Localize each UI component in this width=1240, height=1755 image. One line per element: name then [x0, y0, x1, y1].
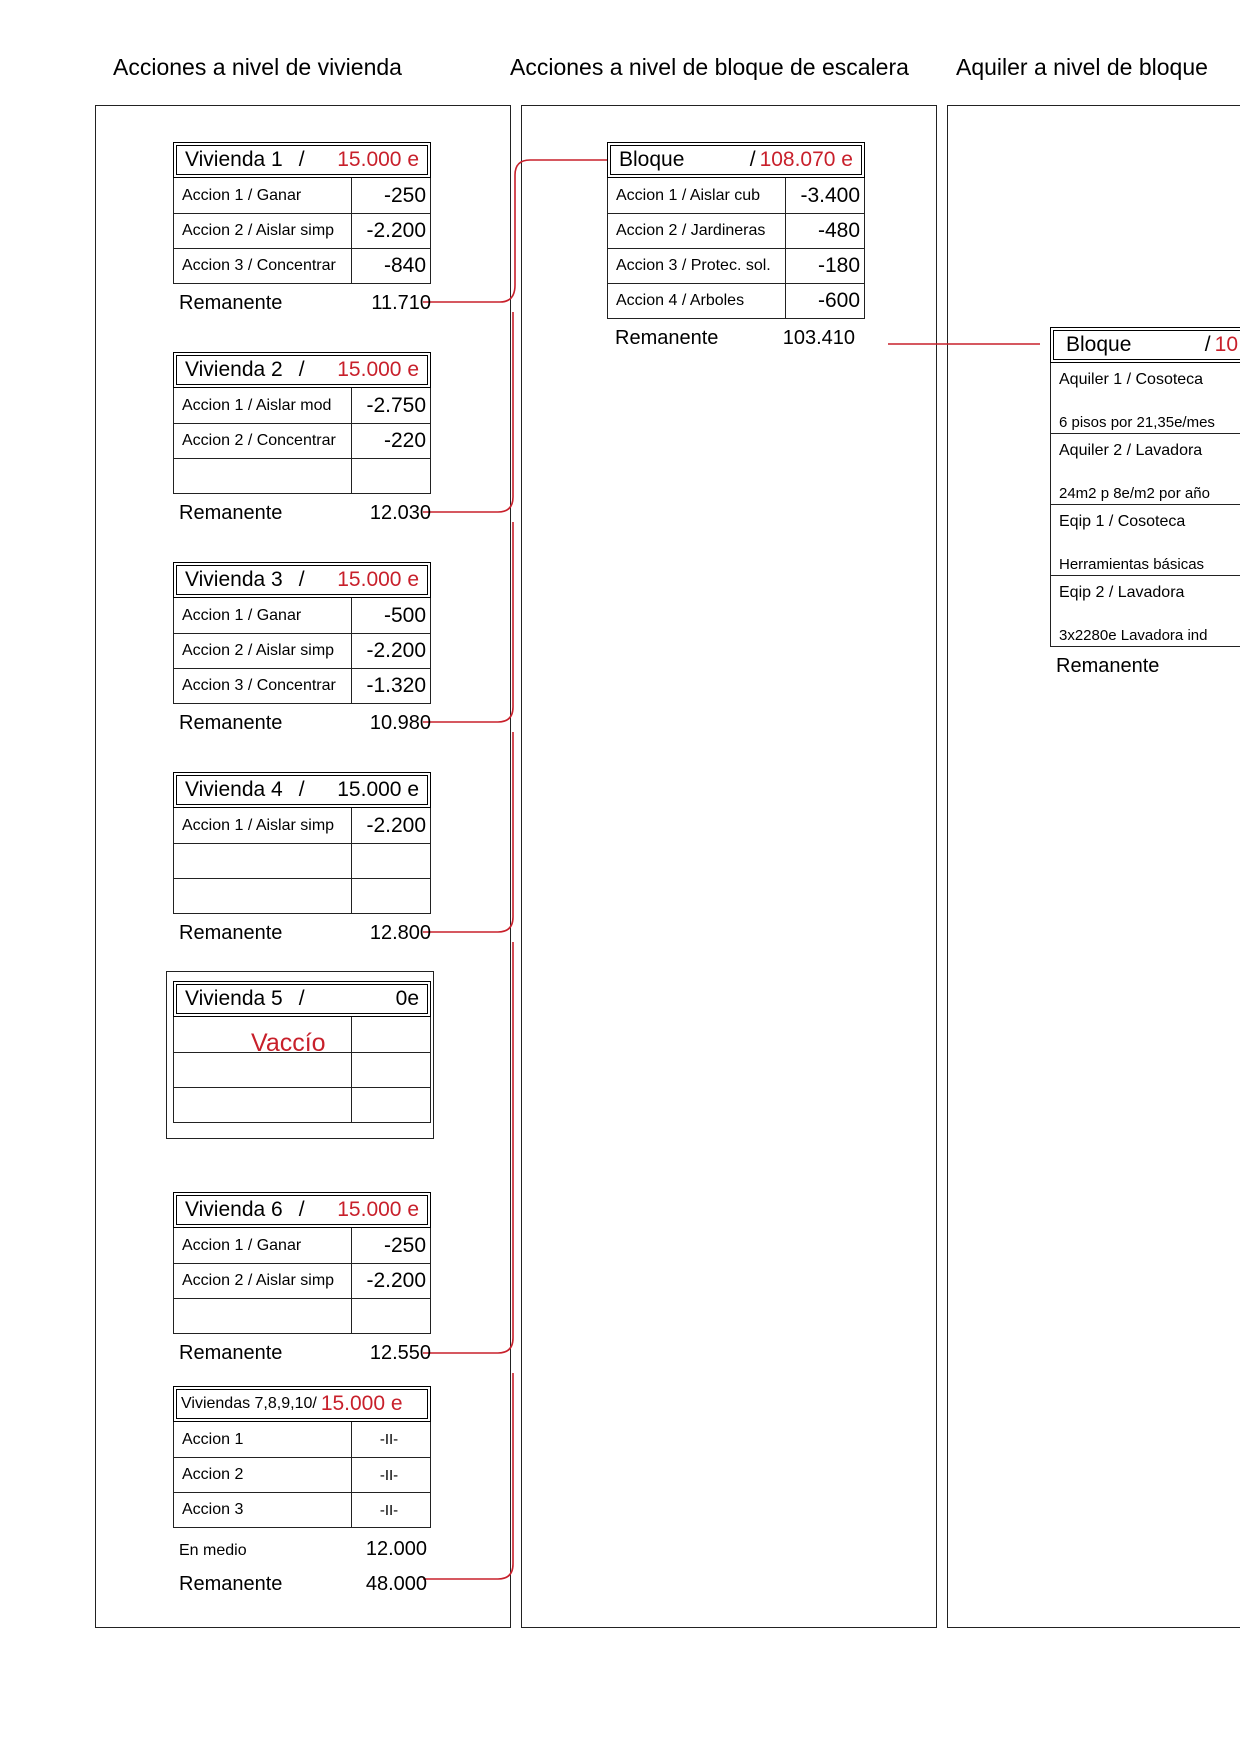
vivienda-6-name: Vivienda 6: [185, 1198, 283, 1221]
vivienda-column-title: Acciones a nivel de vivienda: [113, 54, 402, 80]
alquiler-column-title: Aquiler a nivel de bloque: [956, 54, 1208, 80]
vivienda-4-card: [173, 772, 431, 945]
list-item: Eqip 2 / Lavadora 3x2280e Lavadora ind: [1050, 576, 1240, 647]
table-row: Accion 2 / Aislar simp -2.200: [174, 213, 430, 248]
link-vivienda-3: [423, 522, 513, 722]
bloque-column-title: Acciones a nivel de bloque de escalera: [510, 54, 909, 80]
vivienda-5-header: Vivienda 5 / 0e: [173, 981, 431, 1017]
vivienda-3-card: [173, 562, 431, 735]
bloque-header: Bloque / 108.070 e: [607, 142, 865, 178]
table-row: Accion 1 / Aislar cub -3.400: [608, 178, 864, 213]
vivienda-6-amount: 15.000 e: [337, 1198, 419, 1221]
viviendas-7-10-en-medio: En medio 12.000: [179, 1538, 427, 1560]
table-row: Accion 1 / Ganar -250: [174, 178, 430, 213]
table-row: [174, 1087, 430, 1122]
table-row: Accion 1 -II-: [174, 1422, 430, 1457]
viviendas-7-10-card: [173, 1386, 431, 1596]
link-vivienda-1: [423, 160, 608, 302]
table-row: Accion 3 / Concentrar -840: [174, 248, 430, 283]
vivienda-3-remanente: Remanente 10.980: [179, 712, 431, 734]
alquiler-amount: 10: [1214, 333, 1238, 356]
vivienda-1-amount: 15.000 e: [337, 148, 419, 171]
vivienda-4-header: Vivienda 4 / 15.000 e: [173, 772, 431, 808]
table-row: Accion 2 / Jardineras -480: [608, 213, 864, 248]
table-row: [174, 1298, 430, 1333]
vivienda-3-amount: 15.000 e: [337, 568, 419, 591]
table-row: Accion 1 / Ganar -250: [174, 1228, 430, 1263]
vivienda-2-remanente: Remanente 12.030: [179, 502, 431, 524]
table-row: Accion 4 / Arboles -600: [608, 283, 864, 318]
vivienda-4-remanente: Remanente 12.800: [179, 922, 431, 944]
table-row: Accion 1 / Aislar simp -2.200: [174, 808, 430, 843]
alquiler-name: Bloque: [1066, 333, 1132, 356]
vivienda-6-remanente: Remanente 12.550: [179, 1342, 431, 1364]
vivienda-1-card: [173, 142, 431, 315]
table-row: Accion 2 / Aislar simp -2.200: [174, 1263, 430, 1298]
viviendas-7-10-remanente: Remanente 48.000: [179, 1573, 427, 1595]
link-vivienda-7-10: [423, 1373, 513, 1579]
link-vivienda-2: [423, 312, 513, 512]
table-row: [174, 458, 430, 493]
alquiler-remanente: Remanente: [1056, 655, 1160, 677]
table-row: Accion 1 / Aislar mod -2.750: [174, 388, 430, 423]
vivienda-4-amount: 15.000 e: [337, 778, 419, 801]
vivienda-4-name: Vivienda 4: [185, 778, 283, 801]
list-item: Aquiler 2 / Lavadora 24m2 p 8e/m2 por año: [1050, 434, 1240, 505]
bloque-card: [607, 142, 865, 350]
vivienda-6-header: Vivienda 6 / 15.000 e: [173, 1192, 431, 1228]
vivienda-3-header: Vivienda 3 / 15.000 e: [173, 562, 431, 598]
vivienda-2-name: Vivienda 2: [185, 358, 283, 381]
table-row: [174, 843, 430, 878]
vivienda-3-name: Vivienda 3: [185, 568, 283, 591]
table-row: Accion 3 / Protec. sol. -180: [608, 248, 864, 283]
table-row: Accion 2 / Aislar simp -2.200: [174, 633, 430, 668]
list-item: Aquiler 1 / Cosoteca 6 pisos por 21,35e/mes: [1050, 363, 1240, 434]
bloque-amount: 108.070 e: [759, 148, 853, 171]
vivienda-6-card: [173, 1192, 431, 1365]
vivienda-5-name: Vivienda 5: [185, 987, 283, 1010]
vivienda-1-header: Vivienda 1 / 15.000 e: [173, 142, 431, 178]
table-row: [174, 878, 430, 913]
viviendas-7-10-name: Viviendas 7,8,9,10/: [181, 1395, 317, 1412]
vivienda-1-name: Vivienda 1: [185, 148, 283, 171]
alquiler-card: [1050, 327, 1240, 678]
list-item: Eqip 1 / Cosoteca Herramientas básicas: [1050, 505, 1240, 576]
table-row: Accion 3 -II-: [174, 1492, 430, 1527]
vivienda-2-amount: 15.000 e: [337, 358, 419, 381]
viviendas-7-10-amount: 15.000 e: [320, 1392, 403, 1415]
link-vivienda-6: [423, 942, 513, 1353]
table-row: Accion 1 / Ganar -500: [174, 598, 430, 633]
table-row: Accion 3 / Concentrar -1.320: [174, 668, 430, 703]
alquiler-header: Bloque / 10: [1050, 327, 1240, 363]
table-row: Accion 2 -II-: [174, 1457, 430, 1492]
vivienda-2-header: Vivienda 2 / 15.000 e: [173, 352, 431, 388]
vivienda-5-empty-note: Vaccío: [251, 1029, 326, 1057]
vivienda-5-amount: 0e: [395, 987, 419, 1010]
bloque-remanente: Remanente 103.410: [615, 327, 855, 349]
vivienda-2-card: [173, 352, 431, 525]
vivienda-1-remanente: Remanente 11.710: [179, 292, 431, 314]
table-row: Accion 2 / Concentrar -220: [174, 423, 430, 458]
bloque-name: Bloque: [619, 148, 685, 171]
viviendas-7-10-header: [173, 1386, 431, 1422]
vivienda-5-card: [173, 981, 431, 1123]
link-vivienda-4: [423, 732, 513, 932]
